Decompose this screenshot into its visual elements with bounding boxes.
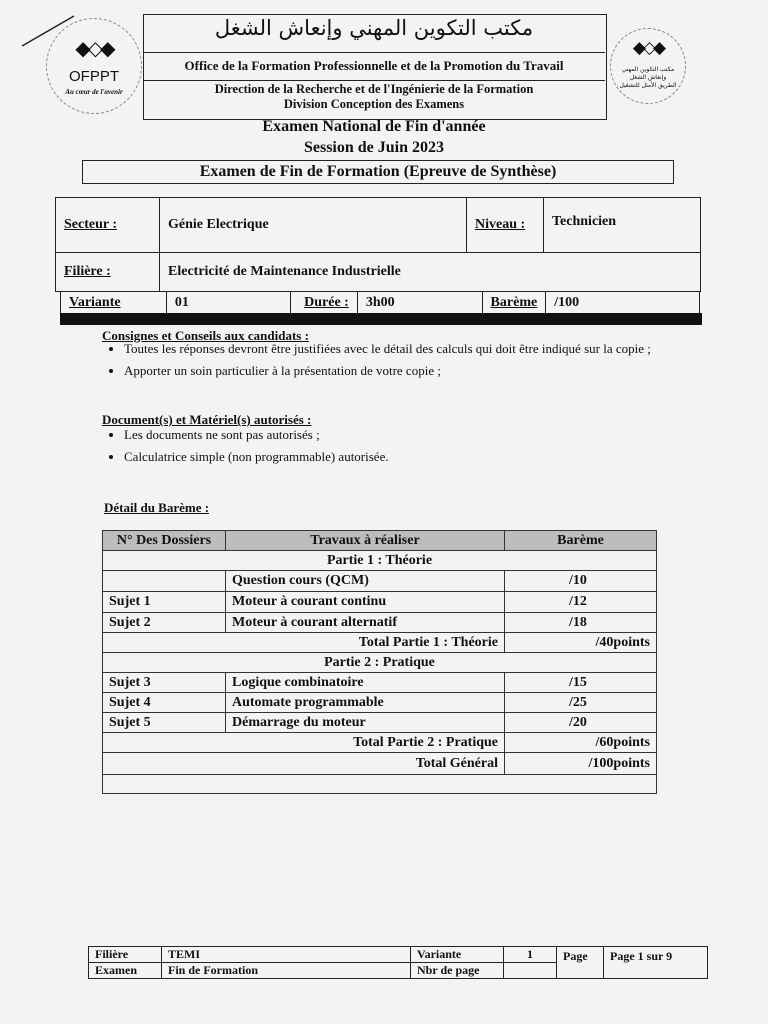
logo-name: OFPPT [68,68,119,85]
niveau-value: Technicien [544,198,701,253]
documents-list [100,426,686,470]
org-name: Office de la Formation Professionnelle et de la Promotion du Travail [184,58,564,73]
footer-filiere-label: Filière [89,947,162,963]
footer-variante-label: Variante [411,947,504,963]
ofppt-logo-right [610,28,686,104]
table-row: Sujet 2 Moteur à courant alternatif /18 [103,613,657,633]
documents-title: Document(s) et Matériel(s) autorisés : [102,412,312,427]
secteur-value: Génie Electrique [160,198,467,253]
ofppt-logo-left [46,18,142,114]
bareme-label: Barème [490,295,538,310]
footer-nbr-label: Nbr de page [411,963,504,979]
secteur-label: Secteur : [64,217,117,232]
bareme-table [102,530,657,794]
footer-examen-label: Examen [89,963,162,979]
division: Division Conception des Examens [283,97,465,111]
logo-arabic-line1: مكتب التكوين المهني [621,66,675,73]
logo-arabic-line3: الطريق الأمثل للتشغيل [619,82,677,89]
exam-type: Examen de Fin de Formation (Epreuve de Synthèse) [82,160,674,184]
footer-filiere-value: TEMI [162,947,411,963]
list-item: • Calculatrice simple (non programmable) autorisée. [124,448,686,466]
info-table [55,197,701,292]
footer-examen-value: Fin de Formation [162,963,411,979]
table-row: Sujet 1 Moteur à courant continu /12 [103,592,657,613]
partie1-heading: Partie 1 : Théorie [326,552,433,568]
footer-page-value: Page 1 sur 9 [604,947,708,979]
partie2-heading: Partie 2 : Pratique [324,654,435,670]
black-divider-bar [60,313,702,325]
exam-session: Session de Juin 2023 [303,139,445,156]
footer-variante-value: 1 [504,947,557,963]
table-row: Sujet 4 Automate programmable /25 [103,693,657,713]
duree-value: 3h00 [357,292,482,315]
filiere-value: Electricité de Maintenance Industrielle [160,253,701,292]
logo-tagline: Au cœur de l'avenir [65,88,123,96]
col-header-bareme: Barème [505,531,657,551]
grand-total-row: Total Général /100points [103,753,657,775]
list-item: • Toutes les réponses devront être justifiées avec le détail des calculs qui doit être indiqué sur la copie ; [124,340,686,358]
variante-table [60,291,700,315]
col-header-travaux: Travaux à réaliser [226,531,505,551]
ofppt-emblem-icon: ◆◇◆ [632,38,664,58]
consignes-title: Consignes et Conseils aux candidats : [102,328,309,343]
list-item: • Apporter un soin particulier à la présentation de votre copie ; [124,362,686,380]
table-row: Sujet 3 Logique combinatoire /15 [103,673,657,693]
variante-label: Variante [69,295,121,310]
table-row: Question cours (QCM) /10 [103,571,657,592]
bareme-value: /100 [546,292,700,315]
variante-value: 01 [166,292,290,315]
filiere-label: Filière : [64,264,111,279]
consignes-list [100,340,686,384]
footer-table [88,946,708,979]
exam-title: Examen National de Fin d'année [262,118,486,135]
col-header-dossiers: N° Des Dossiers [103,531,226,551]
ofppt-emblem-icon: ◆◇◆ [75,36,113,60]
list-item: • Les documents ne sont pas autorisés ; [124,426,686,444]
total-row: Total Partie 1 : Théorie /40points [103,633,657,653]
total-row: Total Partie 2 : Pratique /60points [103,733,657,753]
duree-label: Durée : [304,295,349,310]
bareme-title: Détail du Barème : [104,500,210,515]
niveau-label: Niveau : [475,217,526,232]
table-row: Sujet 5 Démarrage du moteur /20 [103,713,657,733]
footer-page-label: Page [557,947,604,979]
direction: Direction de la Recherche et de l'Ingénierie de la Formation [214,82,534,96]
arabic-title: مكتب التكوين المهني وإنعاش الشغل [214,16,534,40]
logo-arabic-line2: وإنعاش الشغل [629,74,667,81]
